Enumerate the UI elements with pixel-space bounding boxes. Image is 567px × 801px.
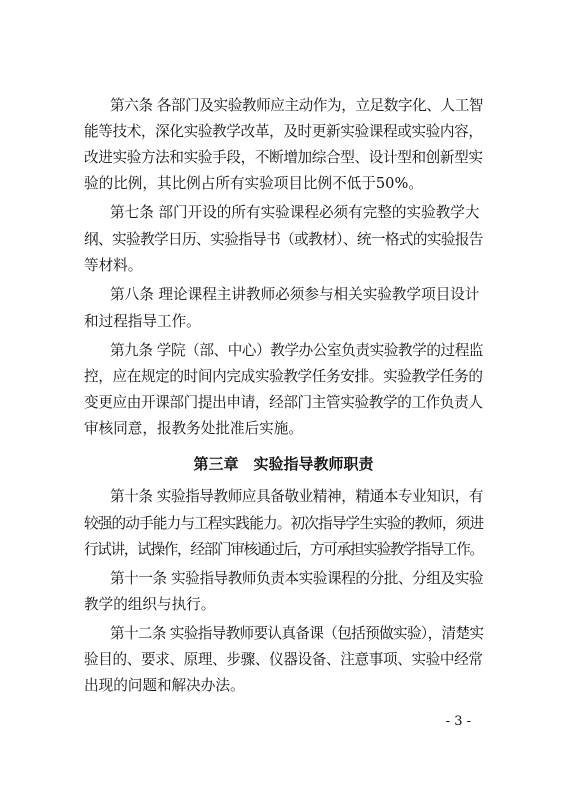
paragraph-article-8-line-2: 和过程指导工作。 — [84, 313, 201, 330]
paragraph-article-10-line-1: 第十条 实验指导教师应具备敬业精神，精通本专业知识，有 — [110, 488, 484, 505]
paragraph-article-11-line-1: 第十一条 实验指导教师负责本实验课程的分批、分组及实验 — [110, 570, 484, 587]
paragraph-article-7-line-1: 第七条 部门开设的所有实验课程必须有完整的实验教学大 — [110, 204, 480, 221]
paragraph-article-6-line-2: 能等技术，深化实验教学改革，及时更新实验课程或实验内容， — [84, 123, 483, 140]
paragraph-article-10-line-3: 行试讲，试操作，经部门审核通过后，方可承担实验教学指导工作。 — [84, 541, 483, 558]
paragraph-article-12-line-1: 第十二条 实验指导教师要认真备课（包括预做实验），清楚实 — [110, 625, 484, 642]
paragraph-article-6-line-4: 验的比例，其比例占所有实验项目比例不低于50%。 — [84, 175, 423, 192]
paragraph-article-9-line-2: 控，应在规定的时间内完成实验教学任务安排。实验教学任务的 — [84, 368, 483, 385]
paragraph-article-7-line-2: 纲、实验教学日历、实验指导书（或教材）、统一格式的实验报告 — [84, 231, 483, 248]
paragraph-article-6-line-1: 第六条 各部门及实验教师应主动作为，立足数字化、人工智 — [110, 97, 484, 114]
chapter-heading: 第三章 实验指导教师职责 — [193, 455, 374, 473]
paragraph-article-7-line-3: 等材料。 — [84, 257, 143, 274]
page-number: - 3 - — [445, 714, 471, 729]
paragraph-article-8-line-1: 第八条 理论课程主讲教师必须参与相关实验教学项目设计 — [110, 286, 480, 303]
paragraph-article-9-line-3: 变更应由开课部门提出申请，经部门主管实验教学的工作负责人 — [84, 394, 483, 411]
paragraph-article-9-line-4: 审核同意，报教务处批准后实施。 — [84, 420, 303, 437]
paragraph-article-11-line-2: 教学的组织与执行。 — [84, 596, 216, 613]
paragraph-article-12-line-2: 验目的、要求、原理、步骤、仪器设备、注意事项、实验中经常 — [84, 651, 483, 668]
paragraph-article-6-line-3: 改进实验方法和实验手段，不断增加综合型、设计型和创新型实 — [84, 149, 483, 166]
paragraph-article-10-line-2: 较强的动手能力与工程实践能力。初次指导学生实验的教师，须进 — [84, 515, 484, 532]
paragraph-article-9-line-1: 第九条 学院（部、中心）教学办公室负责实验教学的过程监 — [110, 342, 484, 359]
paragraph-article-12-line-3: 出现的问题和解决办法。 — [84, 677, 245, 694]
